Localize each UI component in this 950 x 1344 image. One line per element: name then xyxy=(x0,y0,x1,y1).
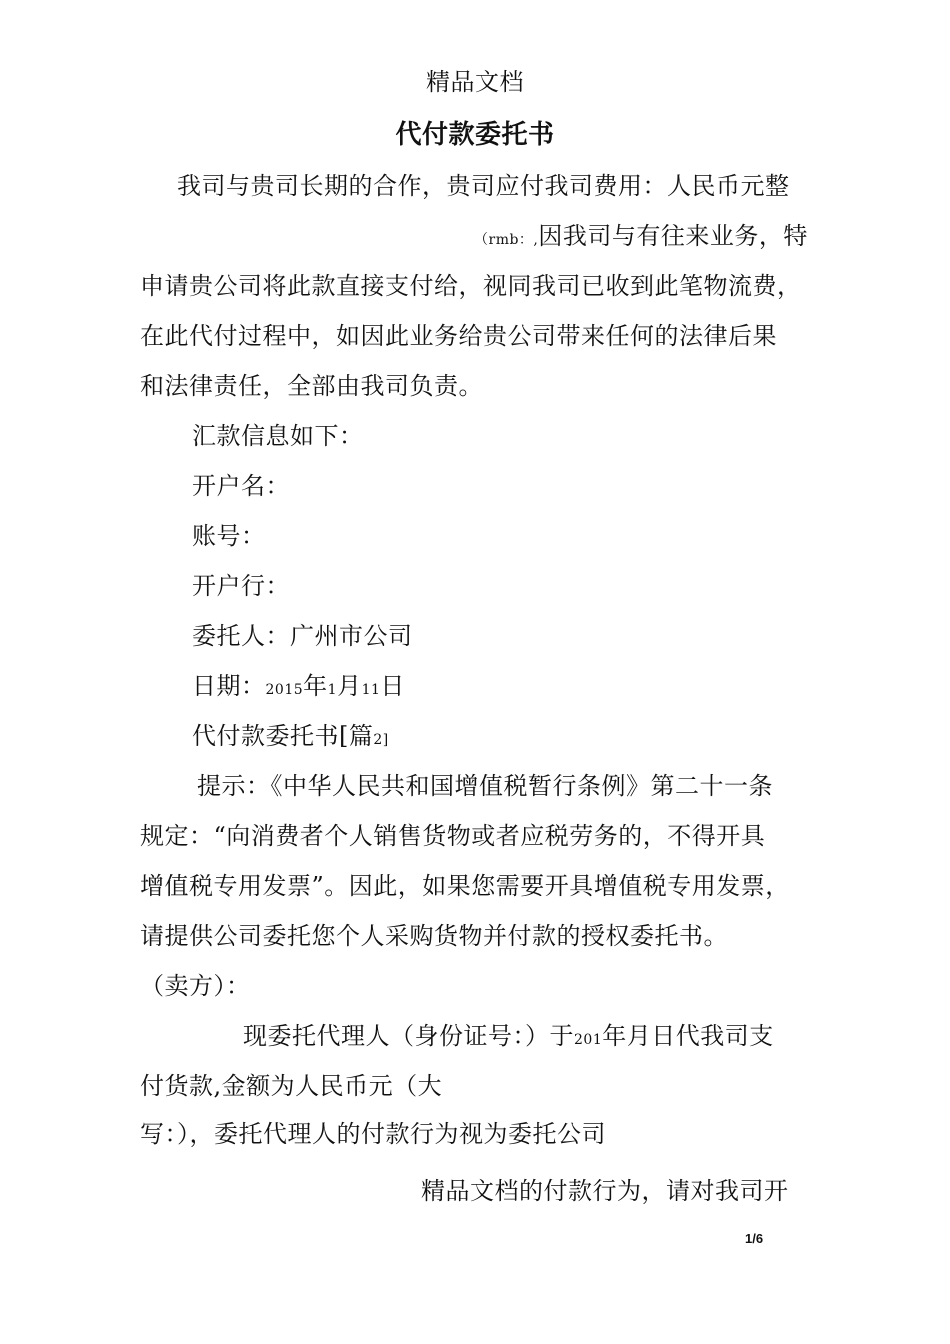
account-number-field: 账号： xyxy=(192,522,266,550)
seller-label: （卖方）： xyxy=(140,972,251,1000)
section-2-heading-number: 2] xyxy=(373,732,389,748)
date-month-unit: 月 xyxy=(337,672,362,700)
paragraph-1-line-2 xyxy=(474,220,808,256)
section-2-heading xyxy=(192,720,389,756)
paragraph-1-line-1: 我司与贵司长期的合作，贵司应付我司费用：人民币元整 xyxy=(177,172,790,200)
date-day: 11 xyxy=(361,682,381,698)
tip-line-2: 规定：“向消费者个人销售货物或者应税劳务的，不得开具 xyxy=(140,822,766,850)
section-2-heading-text: 代付款委托书[篇 xyxy=(192,722,374,750)
entrust-line-1-b: 年月日代我司支 xyxy=(602,1022,774,1050)
principal-field: 委托人：广州市公司 xyxy=(192,622,413,650)
entrust-line-3: 写：），委托代理人的付款行为视为委托公司 xyxy=(140,1120,606,1148)
date-year-unit: 年 xyxy=(303,672,328,700)
date-year: 2015 xyxy=(265,682,304,698)
date-month: 1 xyxy=(327,682,338,698)
paragraph-1-line-5: 和法律责任，全部由我司负责。 xyxy=(140,372,483,400)
entrust-line-2: 付货款,金额为人民币元（大 xyxy=(140,1072,443,1100)
entrust-line-4: 精品文档的付款行为，请对我司开 xyxy=(421,1177,789,1205)
entrust-line-1 xyxy=(243,1020,774,1056)
tip-line-3: 增值税专用发票”。因此，如果您需要开具增值税专用发票， xyxy=(140,872,790,900)
paragraph-1-line-2-text: 因我司与有往来业务，特 xyxy=(538,222,808,250)
date-label: 日期： xyxy=(192,672,266,700)
rmb-note: （rmb：, xyxy=(474,232,539,248)
bank-field: 开户行： xyxy=(192,572,290,600)
paragraph-1-line-4: 在此代付过程中，如因此业务给贵公司带来任何的法律后果 xyxy=(140,322,777,350)
date-day-unit: 日 xyxy=(380,672,405,700)
tip-line-1: 提示：《中华人民共和国增值税暂行条例》第二十一条 xyxy=(197,772,773,800)
entrust-line-1-a: 现委托代理人（身份证号：）于 xyxy=(243,1022,574,1050)
page-number: 1/6 xyxy=(745,1231,764,1246)
paragraph-1-line-3: 申请贵公司将此款直接支付给，视同我司已收到此笔物流费， xyxy=(140,272,802,300)
date-field xyxy=(192,670,405,706)
page-header: 精品文档 xyxy=(426,68,524,96)
tip-line-4: 请提供公司委托您个人采购货物并付款的授权委托书。 xyxy=(140,922,728,950)
document-title: 代付款委托书 xyxy=(395,120,555,150)
entrust-year: 201 xyxy=(574,1032,603,1048)
account-name-field: 开户名： xyxy=(192,472,290,500)
remit-heading: 汇款信息如下： xyxy=(192,422,364,450)
